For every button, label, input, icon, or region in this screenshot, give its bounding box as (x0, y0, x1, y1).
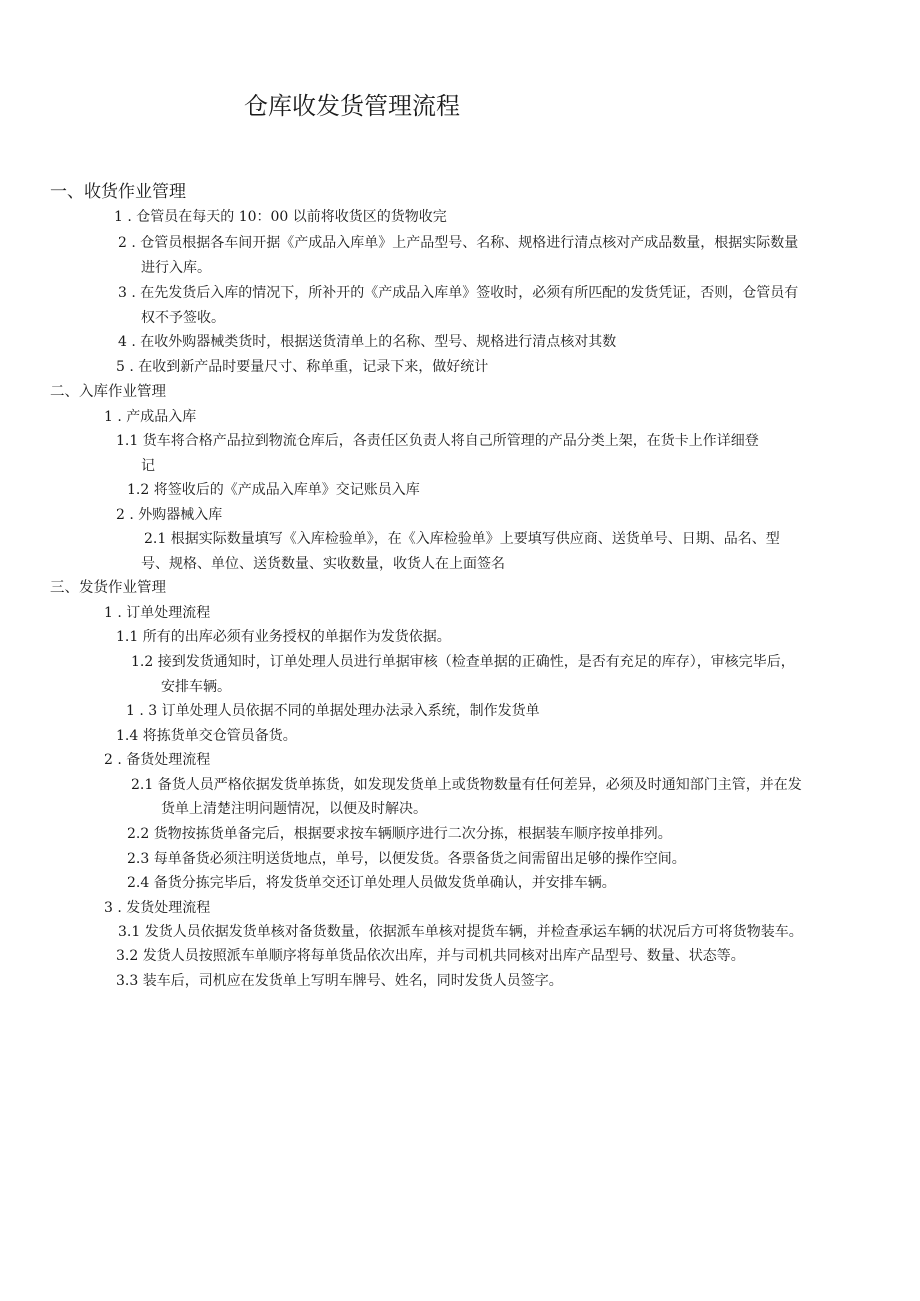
list-item: 2 . 仓管员根据各车间开据《产成品入库单》上产品型号、名称、规格进行清点核对产成品数量，根据实际数量 (118, 235, 799, 251)
list-item: 2.3 每单备货必须注明送货地点，单号，以便发货。各票备货之间需留出足够的操作空间。 (127, 851, 686, 867)
list-item-continuation: 货单上清楚注明问题情况，以便及时解决。 (161, 801, 427, 817)
list-item: 2.1 备货人员严格依据发货单拣货，如发现发货单上或货物数量有任何差异，必须及时通知部门主管，并在发 (131, 777, 802, 793)
list-item: 2.1 根据实际数量填写《入库检验单》，在《入库检验单》上要填写供应商、送货单号、日期、品名、型 (144, 531, 780, 547)
list-item: 5 . 在收到新产品时要量尺寸、称单重，记录下来，做好统计 (116, 359, 489, 375)
list-item: 3 . 在先发货后入库的情况下，所补开的《产成品入库单》签收时，必须有所匹配的发货凭证，否则，仓管员有 (118, 285, 799, 301)
list-item: 2.2 货物按拣货单备完后，根据要求按车辆顺序进行二次分拣，根据装车顺序按单排列。 (127, 826, 672, 842)
list-item: 1.2 接到发货通知时，订单处理人员进行单据审核（检查单据的正确性，是否有充足的库存），审核完毕后， (131, 654, 795, 670)
subsection-heading: 2 . 备货处理流程 (104, 752, 211, 768)
list-item: 1.2 将签收后的《产成品入库单》交记账员入库 (127, 482, 420, 498)
subsection-heading: 3 . 发货处理流程 (104, 900, 211, 916)
list-item: 4 . 在收外购器械类货时，根据送货清单上的名称、型号、规格进行清点核对其数 (118, 334, 617, 350)
list-item-continuation: 记 (141, 458, 155, 474)
list-item-continuation: 权不予签收。 (141, 310, 225, 326)
list-item: 3.2 发货人员按照派车单顺序将每单货品依次出库，并与司机共同核对出库产品型号、数量、状态等。 (116, 948, 745, 964)
section-heading-receiving: 一、收货作业管理 (50, 182, 186, 202)
subsection-heading: 1 . 订单处理流程 (104, 605, 211, 621)
list-item: 2.4 备货分拣完毕后，将发货单交还订单处理人员做发货单确认，并安排车辆。 (127, 875, 616, 891)
section-heading-shipping: 三、发货作业管理 (50, 580, 166, 596)
list-item-continuation: 安排车辆。 (161, 679, 231, 695)
list-item: 3.1 发货人员依据发货单核对备货数量，依据派车单核对提货车辆，并检查承运车辆的状况后方可将货物装车。 (118, 924, 803, 940)
list-item-continuation: 进行入库。 (141, 260, 211, 276)
list-item: 1.1 货车将合格产品拉到物流仓库后，各责任区负责人将自己所管理的产品分类上架，在货卡上作详细登 (116, 433, 759, 449)
list-item: 1 . 仓管员在每天的 10：00 以前将收货区的货物收完 (114, 209, 447, 225)
document-title: 仓库收发货管理流程 (244, 92, 460, 120)
subsection-heading: 2 . 外购器械入库 (116, 507, 223, 523)
list-item: 3.3 装车后，司机应在发货单上写明车牌号、姓名，同时发货人员签字。 (116, 973, 563, 989)
subsection-heading: 1 . 产成品入库 (104, 409, 197, 425)
list-item: 1.1 所有的出库必须有业务授权的单据作为发货依据。 (116, 629, 451, 645)
list-item-continuation: 号、规格、单位、送货数量、实收数量，收货人在上面签名 (141, 556, 505, 572)
list-item: 1 . 3 订单处理人员依据不同的单据处理办法录入系统，制作发货单 (126, 703, 540, 719)
section-heading-storage: 二、入库作业管理 (50, 384, 166, 400)
list-item: 1.4 将拣货单交仓管员备货。 (116, 728, 297, 744)
